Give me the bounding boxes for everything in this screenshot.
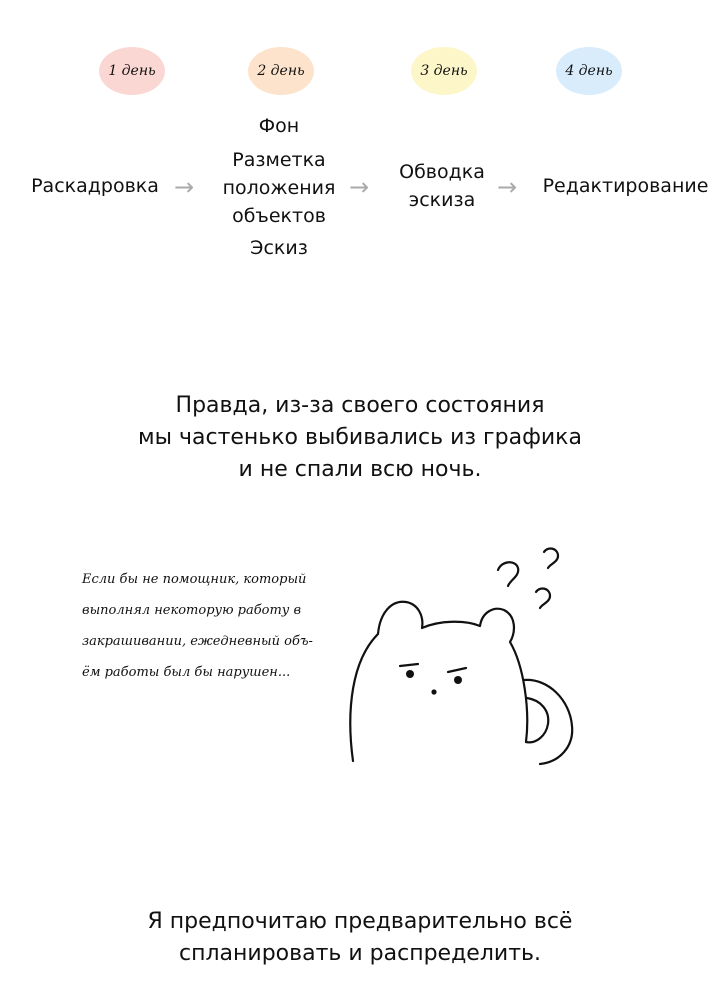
arrow-icon: → — [349, 173, 370, 201]
note-line: выполнял некоторую работу в — [82, 603, 302, 618]
day-label: 2 день — [257, 63, 305, 79]
arrow-icon: → — [174, 173, 195, 201]
step-background: Фон — [258, 115, 300, 137]
step-editing: Редактирование — [542, 175, 709, 197]
text-line: спланировать и распределить. — [179, 941, 541, 966]
cat-left-brow — [400, 664, 418, 666]
day-badge-2 — [248, 47, 314, 95]
question-mark-icon — [536, 589, 550, 608]
paragraph-schedule — [0, 390, 720, 486]
cat-body — [350, 602, 527, 761]
day-label: 4 день — [565, 63, 613, 79]
step-outline: Обводка эскиза — [399, 161, 485, 211]
note-line: закрашивании, ежедневный объ- — [82, 634, 313, 649]
step-layout: Разметка положения объектов — [222, 149, 336, 227]
day-label: 3 день — [420, 63, 468, 79]
cat-nose — [431, 689, 436, 694]
question-mark-icon — [498, 562, 518, 586]
cat-right-brow — [448, 668, 466, 672]
handwritten-note — [82, 564, 352, 688]
text-line: Я предпочитаю предварительно всё — [147, 909, 573, 934]
day-badge-4 — [556, 47, 622, 95]
cat-right-eye — [454, 676, 462, 684]
step-sketch: Эскиз — [250, 237, 308, 259]
cat-illustration — [340, 540, 590, 780]
note-line: Если бы не помощник, который — [82, 572, 307, 587]
day-label: 1 день — [108, 63, 156, 79]
day-badge-1 — [99, 47, 165, 95]
day-badge-3 — [411, 47, 477, 95]
cat-left-eye — [406, 670, 414, 678]
text-line: и не спали всю ночь. — [238, 457, 482, 482]
step-storyboard: Раскадровка — [31, 175, 159, 197]
cat-tail-inner — [526, 698, 548, 742]
paragraph-planning — [0, 906, 720, 970]
note-line: ём работы был бы нарушен... — [82, 665, 291, 680]
text-line: мы частенько выбивались из графика — [138, 425, 582, 450]
text-line: Правда, из-за своего состояния — [175, 393, 545, 418]
arrow-icon: → — [497, 173, 518, 201]
question-mark-icon — [544, 549, 558, 568]
